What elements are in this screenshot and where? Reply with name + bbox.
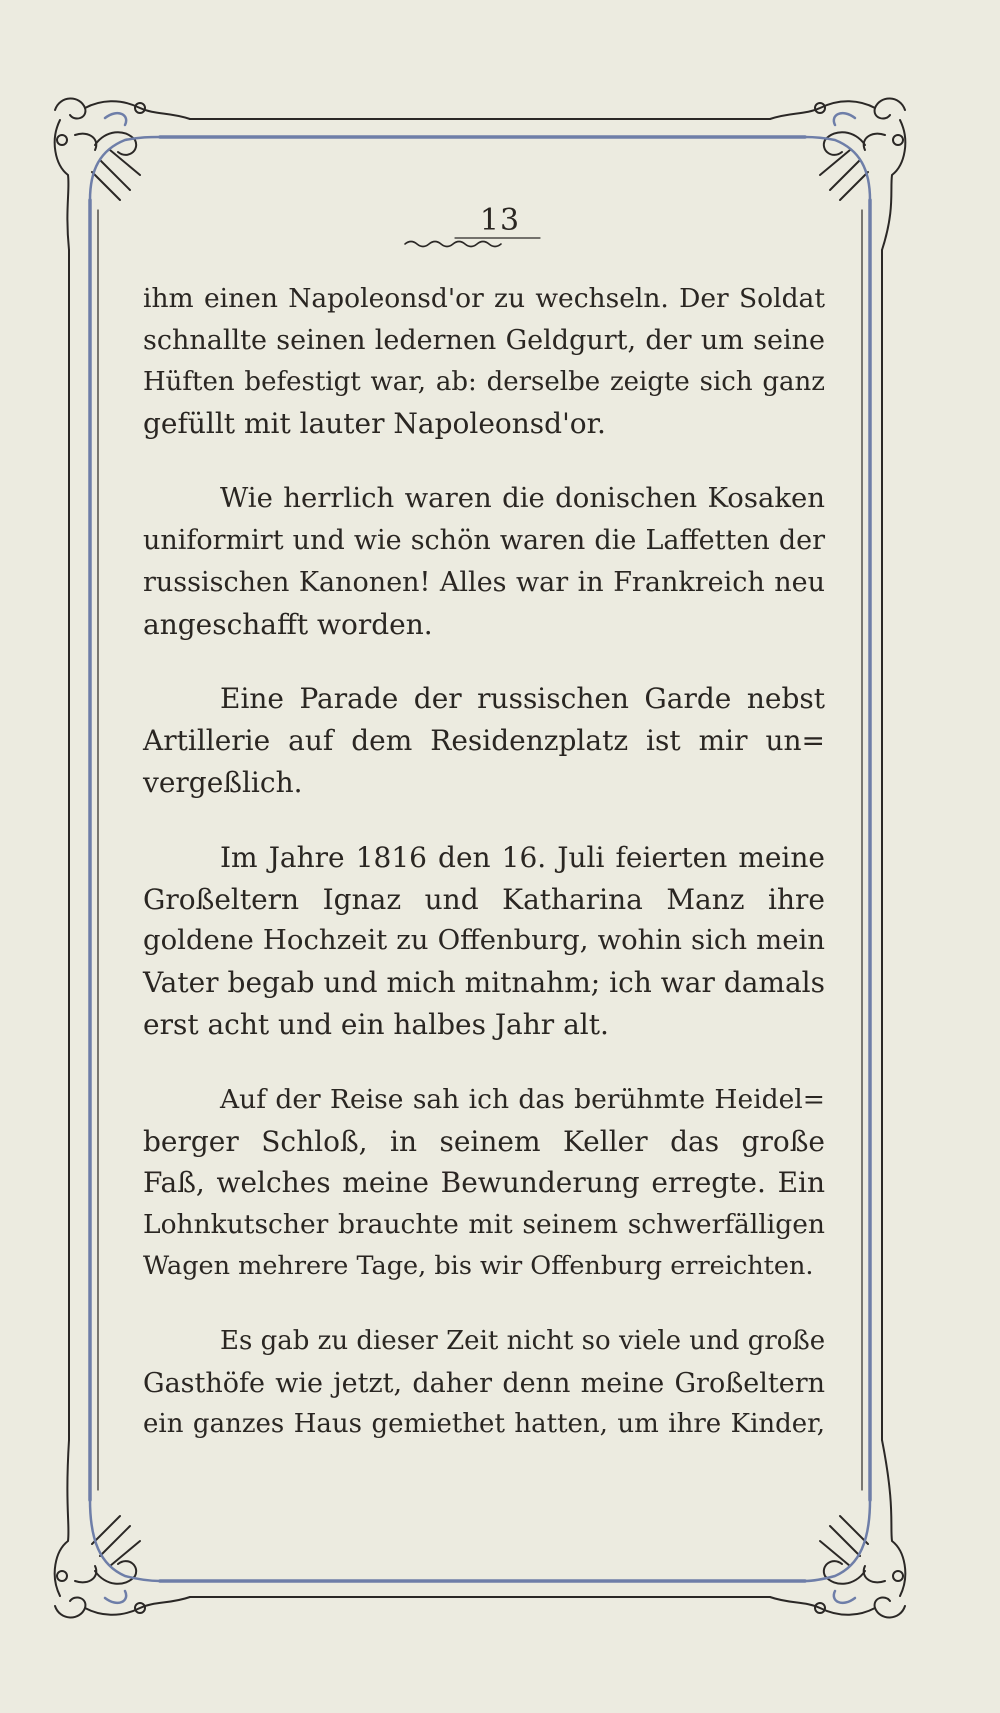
page-number-flourish bbox=[405, 242, 501, 247]
text-line: Gasthöfe wie jetzt, daher denn meine Großeltern bbox=[143, 1367, 825, 1399]
text-line: Vater begab und mich mitnahm; ich war damals bbox=[143, 966, 825, 1000]
text-line: berger Schloß, in seinem Keller das große bbox=[143, 1124, 825, 1158]
paragraph bbox=[143, 678, 825, 803]
text-line: goldene Hochzeit zu Offenburg, wohin sich mein bbox=[143, 924, 825, 957]
text-line: russischen Kanonen! Alles war in Frankreich neu bbox=[143, 566, 825, 598]
page-number: 13 bbox=[479, 203, 521, 238]
text-line: Es gab zu dieser Zeit nicht so viele und große bbox=[220, 1325, 826, 1356]
page-body-text bbox=[143, 278, 825, 1479]
text-line: Artillerie auf dem Residenzplatz ist mir un= bbox=[143, 724, 825, 758]
text-line: Wie herrlich waren die donischen Kosaken bbox=[220, 482, 825, 515]
text-line: ihm einen Napoleonsd'or zu wechseln. Der Soldat bbox=[143, 283, 825, 314]
text-line: erst acht und ein halbes Jahr alt. bbox=[143, 1007, 609, 1041]
text-line: Auf der Reise sah ich das berühmte Heidel= bbox=[220, 1083, 825, 1115]
text-line: ein ganzes Haus gemiethet hatten, um ihre Kinder, bbox=[143, 1409, 825, 1440]
text-line: Eine Parade der russischen Garde nebst bbox=[220, 682, 825, 716]
paragraph bbox=[143, 478, 825, 645]
text-line: gefüllt mit lauter Napoleonsd'or. bbox=[143, 407, 606, 441]
text-line: Faß, welches meine Bewunderung erregte. Ein bbox=[143, 1166, 825, 1200]
text-line: Hüften befestigt war, ab: derselbe zeigte sich ganz bbox=[143, 366, 825, 397]
text-line: Großeltern Ignaz und Katharina Manz ihre bbox=[143, 882, 825, 916]
text-line: angeschafft worden. bbox=[143, 607, 433, 641]
paragraph bbox=[143, 1321, 825, 1446]
text-line: schnallte seinen ledernen Geldgurt, der um seine bbox=[143, 324, 825, 356]
text-line: Wagen mehrere Tage, bis wir Offenburg erreichten. bbox=[143, 1250, 814, 1281]
text-line: Im Jahre 1816 den 16. Juli feierten meine bbox=[220, 840, 825, 874]
paragraph bbox=[143, 278, 825, 445]
text-line: Lohnkutscher brauchte mit seinem schwerfälligen bbox=[143, 1209, 825, 1241]
paragraph bbox=[143, 837, 825, 1046]
text-line: vergeßlich. bbox=[143, 765, 303, 799]
paragraph bbox=[143, 1079, 825, 1288]
text-line: uniformirt und wie schön waren die Laffetten der bbox=[143, 524, 825, 556]
